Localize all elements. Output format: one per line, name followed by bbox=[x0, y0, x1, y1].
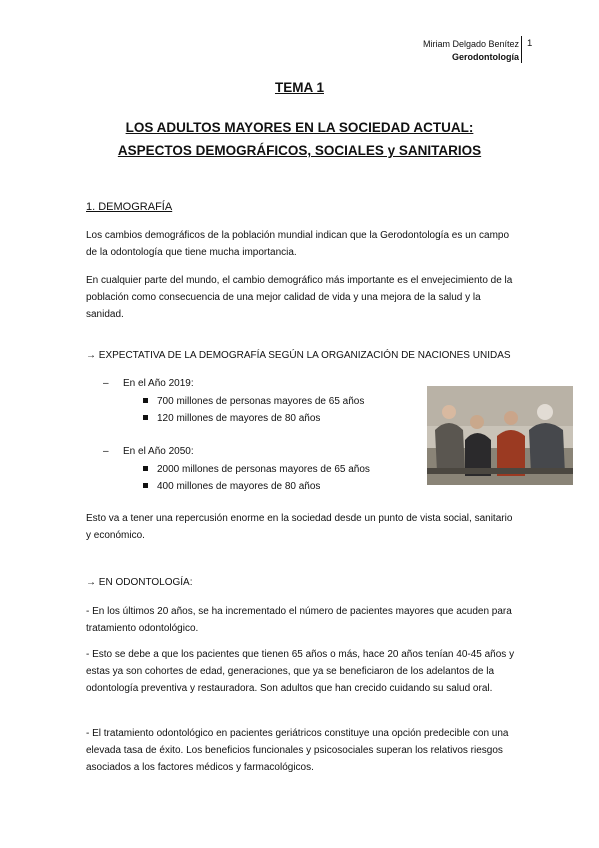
paragraph-demografia-1: Los cambios demográficos de la población mundial indican que la Gerodontología es un campo de la odontología que tiene mucha importancia. bbox=[86, 230, 510, 258]
header-divider bbox=[521, 36, 522, 63]
document-title bbox=[0, 116, 599, 162]
title-line-2: ASPECTOS DEMOGRÁFICOS, SOCIALES y SANITARIOS bbox=[117, 143, 482, 158]
subheading-odontologia: → EN ODONTOLOGÍA: bbox=[86, 577, 193, 588]
subheading-expectativa: → EXPECTATIVA DE LA DEMOGRAFÍA SEGÚN LA ORGANIZACIÓN DE NACIONES UNIDAS bbox=[86, 350, 511, 361]
list-item-2050: – En el Año 2050: bbox=[103, 446, 194, 457]
year-2019-label: En el Año 2019: bbox=[123, 378, 194, 389]
elderly-people-photo bbox=[427, 386, 573, 485]
title-line-1: LOS ADULTOS MAYORES EN LA SOCIEDAD ACTUAL: bbox=[125, 120, 474, 135]
header-subject: Gerodontología bbox=[452, 52, 519, 62]
running-header bbox=[423, 38, 519, 64]
list-subitem: 400 millones de mayores de 80 años bbox=[143, 481, 320, 492]
paragraph-odontologia-2: - Esto se debe a que los pacientes que tienen 65 años o más, hace 20 años tenían 40-45 años y estas ya son cohortes de edad, generaciones, que ya se beneficiaron de los adelantos de la odontología preventiva y restauradora. Son adultos que han crecido cuidando su salud oral. bbox=[86, 649, 515, 694]
section-heading-demografia: 1. DEMOGRAFÍA bbox=[86, 201, 173, 213]
square-bullet-icon bbox=[143, 415, 148, 420]
list-subitem: 700 millones de personas mayores de 65 años bbox=[143, 396, 364, 407]
square-bullet-icon bbox=[143, 483, 148, 488]
square-bullet-icon bbox=[143, 466, 148, 471]
square-bullet-icon bbox=[143, 398, 148, 403]
list-subitem: 120 millones de mayores de 80 años bbox=[143, 413, 320, 424]
year-2050-label: En el Año 2050: bbox=[123, 446, 194, 457]
paragraph-demografia-2: En cualquier parte del mundo, el cambio demográfico más importante es el envejecimiento de la población como consecuencia de una mejor calidad de vida y una mejora de la salud y la sanidad. bbox=[86, 275, 513, 320]
paragraph-odontologia-3: - El tratamiento odontológico en pacientes geriátricos constituye una opción predecible con una elevada tasa de éxito. Los beneficios funcionales y psicosociales superan los relativos riesgos asociados a los factores médicos y farmacológicos. bbox=[86, 728, 509, 773]
page-number: 1 bbox=[527, 38, 533, 49]
tema-title: TEMA 1 bbox=[274, 80, 324, 95]
list-item-2019: – En el Año 2019: bbox=[103, 378, 194, 389]
header-author: Miriam Delgado Benítez bbox=[422, 39, 519, 49]
paragraph-repercusion: Esto va a tener una repercusión enorme en la sociedad desde un punto de vista social, sanitario y económico. bbox=[86, 513, 513, 541]
paragraph-odontologia-1: - En los últimos 20 años, se ha incrementado el número de pacientes mayores que acuden para tratamiento odontológico. bbox=[86, 606, 512, 634]
list-subitem: 2000 millones de personas mayores de 65 años bbox=[143, 464, 370, 475]
